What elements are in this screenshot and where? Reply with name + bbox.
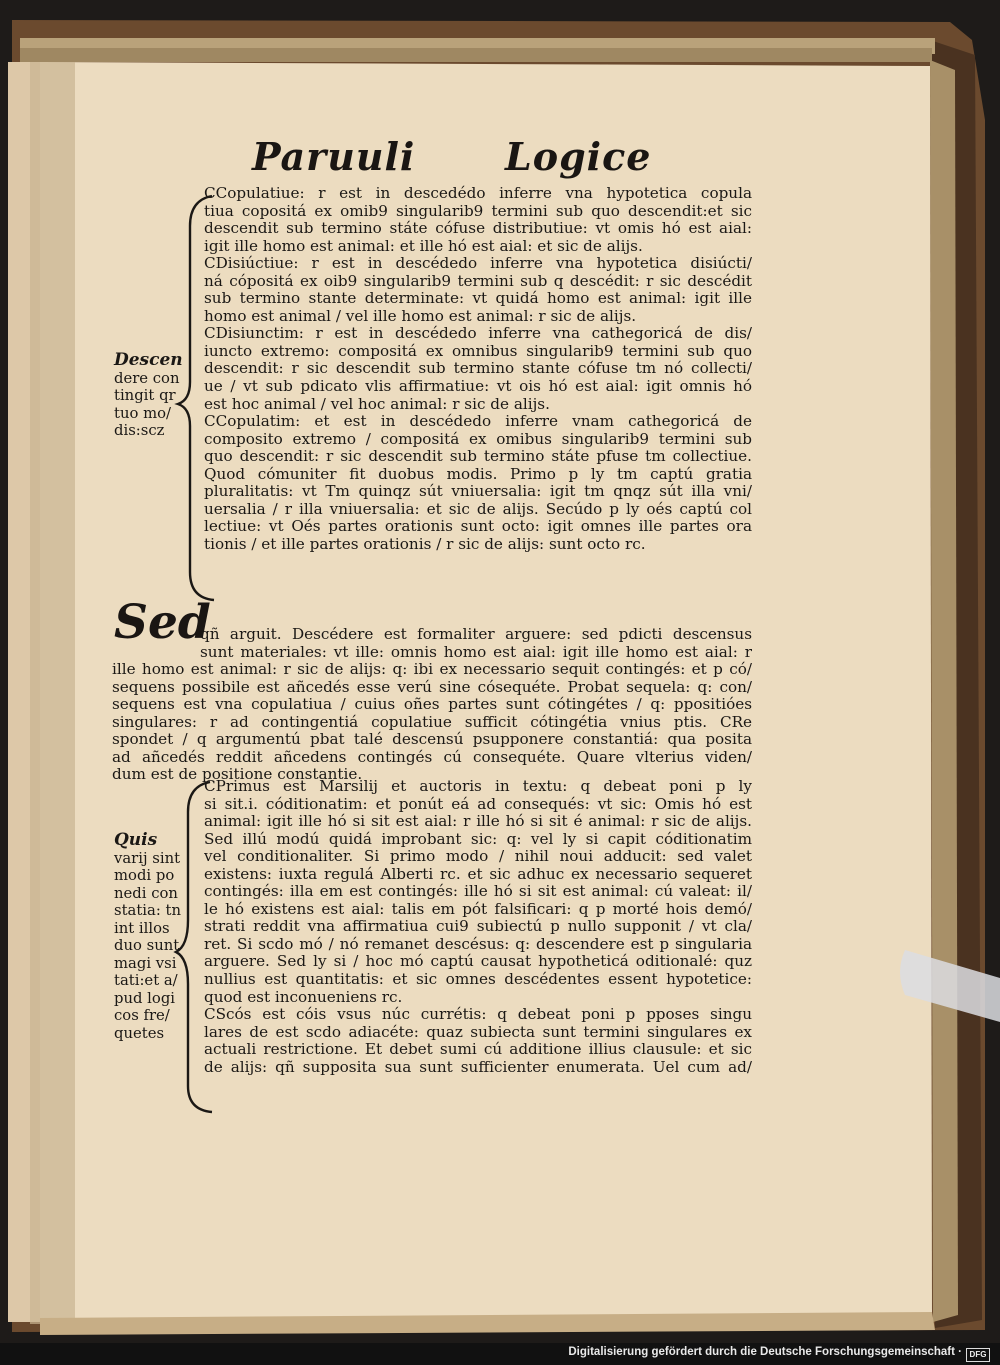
text-line: ille homo est animal: r sic de alijs: q: ibi ex necessario sequit contingés: et p có/ <box>112 661 752 678</box>
margin-note-line: magi vsi <box>114 954 177 972</box>
text-line: composito extremo / compositá ex omibus singularib9 termini sub <box>204 430 752 448</box>
text-line: Sed illú modú quidá improbant sic: q: vel ly si capit códitionatim <box>204 830 752 848</box>
margin-note-line: quetes <box>114 1024 165 1042</box>
text-line: CScós est cóis vsus núc currétis: q debeat poni p pposes singu <box>204 1006 752 1024</box>
text-line: lectiue: vt Oés partes orationis sunt octo: igit omnes ille partes ora <box>204 518 752 536</box>
margin-note-line: cos fre/ <box>114 1007 170 1024</box>
text-block-3 <box>204 778 752 1076</box>
text-line: uersalia / r illa vniuersalia: et sic de alijs. Secúdo p ly oés captú col <box>204 500 752 518</box>
text-line: CPrimus est Marsilij et auctoris in textu: q debeat poni p ly <box>204 778 752 795</box>
text-line: CCopulatiue: r est in descedédo inferre vna hypotetica copula <box>204 185 752 202</box>
text-line: quod est inconueniens rc. <box>204 988 403 1006</box>
page-stack-top-2 <box>20 48 932 62</box>
text-line: strati reddit vna affirmatiua cui9 subiectú p nullo supponit / vt cla/ <box>204 918 752 936</box>
margin-note-line: nedi con <box>114 884 178 902</box>
drop-initial: Sed <box>114 595 211 650</box>
text-line: sequens est vna copulatiua / cuius oñes partes sunt cótingétes / q: ppositióes <box>112 696 752 714</box>
text-line: sequens possibile est añcedés esse verú sine cósequéte. Probat sequela: q: con/ <box>112 678 752 696</box>
margin-note-2 <box>114 832 198 1042</box>
dfg-logo: DFG <box>966 1348 990 1362</box>
text-line: sub termino stante determinate: vt quidá homo est animal: igit ille <box>204 290 752 308</box>
text-line: descendit: r sic descendit sub termino stante cófuse tm nó collecti/ <box>204 360 752 378</box>
text-line: existens: iuxta regulá Alberti rc. et sic adhuc ex necessario sequeret <box>204 865 752 883</box>
gutter-shadow <box>30 62 75 1324</box>
text-line: ue / vt sub pdicato vlis affirmatiue: vt ois hó est aial: igit omnis hó <box>204 378 752 396</box>
margin-note-line: varij sint <box>114 849 181 867</box>
text-line: qñ arguit. Descédere est formaliter arguere: sed pdicti descensus <box>200 626 752 643</box>
text-line: animal: igit ille hó si sit est aial: r ille hó si sit é animal: r sic de alijs. <box>204 813 752 831</box>
text-line: vel conditionaliter. Si primo modo / nihil noui adducit: sed valet <box>204 848 752 866</box>
text-line: singulares: r ad contingentiá copulatiue sufficit cótingétia vnius ptis. CRe <box>112 713 752 731</box>
margin-note-line: tati:et a/ <box>114 972 178 989</box>
text-line: arguere. Sed ly si / hoc mó captú causat hypotheticá oditionalé: quz <box>204 953 752 971</box>
margin-note-line: dere con <box>114 369 180 387</box>
text-line: ná cópositá ex oib9 singularib9 termini sub q descédit: r sic descédit <box>204 272 752 290</box>
margin-note-1 <box>114 352 198 440</box>
text-line: est hoc animal / vel hoc animal: r sic de alijs. <box>204 395 550 413</box>
text-line: quo descendit: r sic descendit sub termino státe pfuse tm collectiue. <box>204 448 752 466</box>
text-line: ad añcedés reddit añcedens contingés cú consequéte. Quare vlterius viden/ <box>112 748 752 766</box>
text-block-1 <box>204 185 752 553</box>
text-line: contingés: illa em est contingés: ille hó si sit est animal: cú valeat: il/ <box>204 883 752 901</box>
text-line: lares de est scdo adiacéte: quaz subiecta sunt termini singulares ex <box>204 1023 752 1041</box>
margin-note-line: Descen <box>114 350 183 370</box>
margin-note-line: tuo mo/ <box>114 404 172 422</box>
text-line: pluralitatis: vt Tm quinqz sút vniuersalia: igit tm qnqz sút illa vni/ <box>204 483 752 501</box>
text-block-2-indented <box>200 626 752 661</box>
margin-note-line: modi po <box>114 867 175 884</box>
margin-note-line: Quis <box>114 830 158 850</box>
margin-note-line: pud logi <box>114 989 176 1007</box>
text-line: iuncto extremo: compositá ex omnibus singularib9 termini sub quo <box>204 342 752 360</box>
margin-note-line: dis:scz <box>114 422 165 439</box>
text-line: descendit sub termino státe cófuse distributiue: vt omis hó est aial: <box>204 220 752 238</box>
text-line: de alijs: qñ supposita sua sunt sufficienter enumerata. Uel cum ad/ <box>204 1058 752 1076</box>
running-head-left: Paruuli <box>252 134 416 179</box>
text-line: sunt materiales: vt ille: omnis homo est aial: igit ille homo est aial: r <box>200 643 752 661</box>
text-line: le hó existens est aial: talis em pót falsificari: q p morté hois demó/ <box>204 900 752 918</box>
text-block-2 <box>112 661 752 784</box>
text-line: spondet / q argumentú pbat talé descensú psupponere constantiá: qua posita <box>112 731 752 749</box>
text-line: tiua copositá ex omib9 singularib9 termini sub quo descendit:et sic <box>204 202 752 220</box>
text-line: nullius est quantitatis: et sic omnes descédentes essent hypotetice: <box>204 971 752 989</box>
text-line: si sit.i. códitionatim: et ponút eá ad consequés: vt sic: Omis hó est <box>204 795 752 813</box>
margin-note-line: tingit qr <box>114 387 176 404</box>
margin-note-line: duo sunt <box>114 937 180 954</box>
text-line: CDisiunctim: r est in descédedo inferre vna cathegoricá de dis/ <box>204 325 752 343</box>
text-line: ret. Si scdo mó / nó remanet descésus: q: descendere est p singularia <box>204 935 752 953</box>
text-line: tionis / et ille partes orationis / r sic de alijs: sunt octo rc. <box>204 535 646 553</box>
footer-credit: Digitalisierung gefördert durch die Deutsche Forschungsgemeinschaft · <box>568 1346 962 1358</box>
text-line: CCopulatim: et est in descédedo inferre vnam cathegoricá de <box>204 413 752 431</box>
text-line: Quod cómuniter fit duobus modis. Primo p ly tm captú gratia <box>204 465 752 483</box>
text-line: igit ille homo est animal: et ille hó est aial: et sic de alijs. <box>204 237 643 255</box>
text-line: actuali restrictione. Et debet sumi cú additione illius clausule: et sic <box>204 1041 752 1059</box>
text-line: CDisiúctiue: r est in descédedo inferre vna hypotetica disiúcti/ <box>204 255 752 273</box>
running-head-right: Logice <box>505 134 652 179</box>
margin-note-line: int illos <box>114 919 170 937</box>
page-stack-right <box>930 60 958 1322</box>
text-line: homo est animal / vel ille homo est animal: r sic de alijs. <box>204 307 637 325</box>
text-line: dum est de positione constantie. <box>112 766 363 784</box>
margin-note-line: statia: tn <box>114 902 182 919</box>
